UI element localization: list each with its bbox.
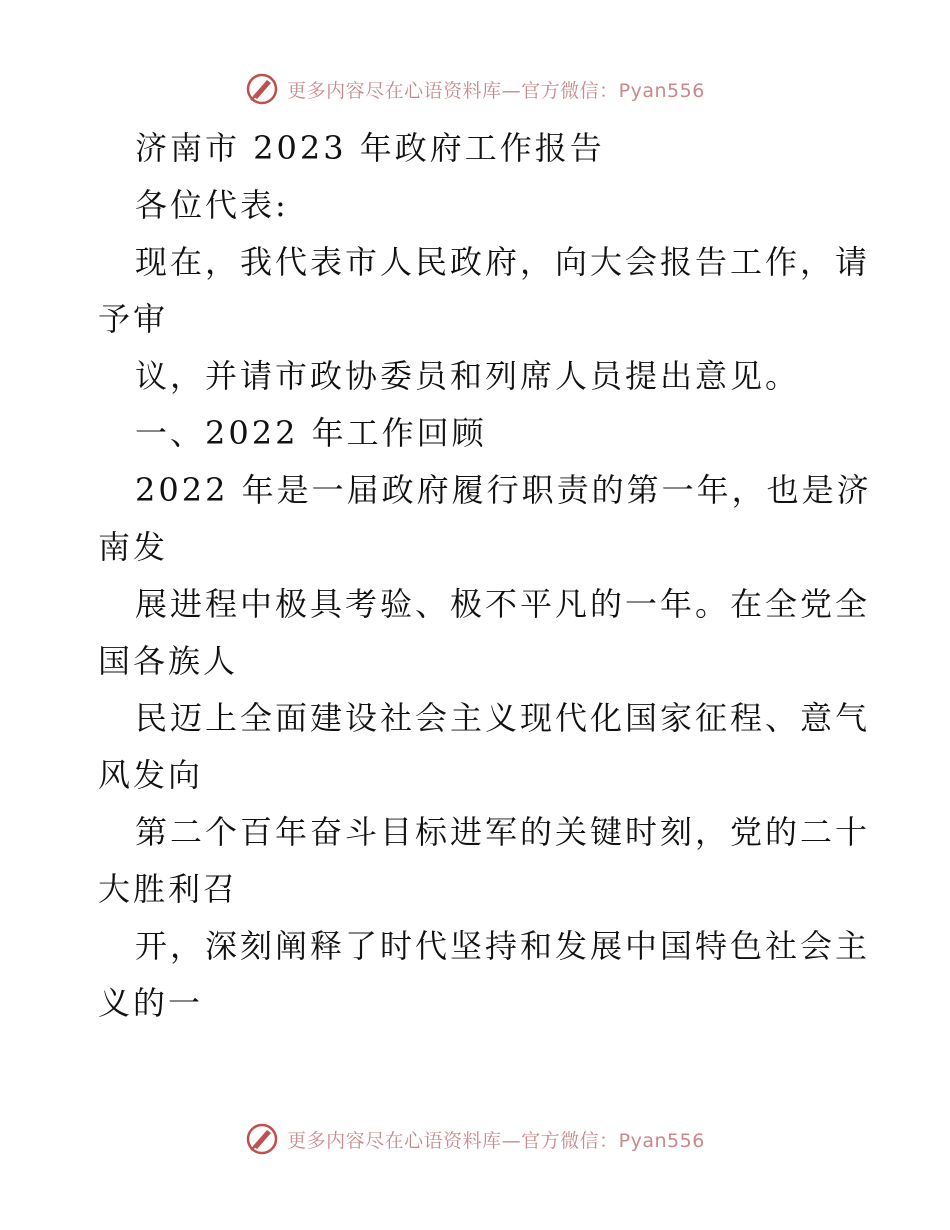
text-line: 议，并请市政协委员和列席人员提出意见。 — [135, 357, 801, 395]
header-watermark — [0, 72, 950, 106]
text-line: 南发 — [98, 528, 169, 566]
text-line: 展进程中极具考验、极不平凡的一年。在全党全 — [135, 585, 871, 623]
text-line: 一、2022 年工作回顾 — [135, 414, 487, 452]
text-line: 风发向 — [98, 756, 204, 794]
text-line: 第二个百年奋斗目标进军的关键时刻，党的二十 — [135, 813, 871, 851]
footer-watermark — [0, 1122, 950, 1156]
text-line: 大胜利召 — [98, 870, 239, 908]
text-line: 现在，我代表市人民政府，向大会报告工作，请 — [135, 243, 871, 281]
quill-seal-icon — [245, 1122, 279, 1156]
text-line: 济南市 2023 年政府工作报告 — [135, 129, 605, 167]
text-line: 各位代表: — [135, 186, 289, 224]
watermark-text: 更多内容尽在心语资料库—官方微信：Pyan556 — [287, 1129, 705, 1152]
text-line: 予审 — [98, 300, 169, 338]
text-line: 民迈上全面建设社会主义现代化国家征程、意气 — [135, 699, 871, 737]
text-line: 国各族人 — [98, 642, 239, 680]
text-line: 2022 年是一届政府履行职责的第一年，也是济 — [135, 471, 872, 509]
quill-seal-icon — [245, 72, 279, 106]
document-body — [98, 120, 872, 1032]
text-line: 开，深刻阐释了时代坚持和发展中国特色社会主 — [135, 927, 871, 965]
watermark-text: 更多内容尽在心语资料库—官方微信：Pyan556 — [287, 79, 705, 102]
text-line: 义的一 — [98, 984, 204, 1022]
